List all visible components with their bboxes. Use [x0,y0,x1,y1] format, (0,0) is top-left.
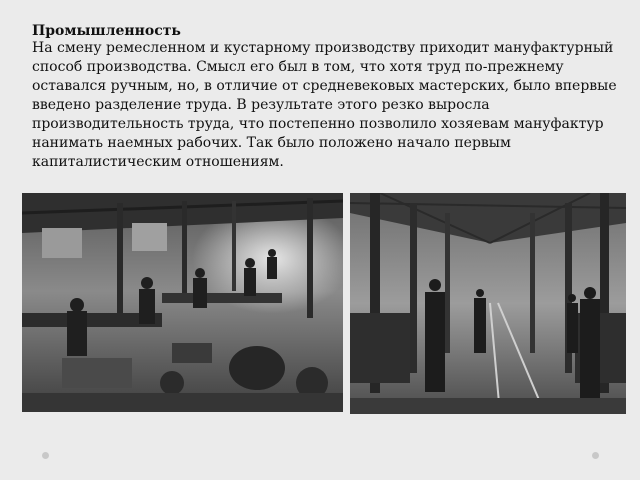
workshop-engraving-image [22,193,343,412]
slide-paragraph: На смену ремесленном и кустарному производству приходит мануфактурный способ производства. Смысл его был в том, что хотя труд по-прежнему оставался ручным, но, в отличие от средневековых мастерских, было впервые введено разделение труда. В результате этого резко выросла производительность труда, что постепенно позволило хозяевам мануфактур нанимать наемных рабочих. Так было положено начало первым капиталистическим отношениям. [32,40,617,170]
next-slide-dot[interactable] [592,452,599,459]
slide-title: Промышленность [32,23,181,39]
prev-slide-dot[interactable] [42,452,49,459]
factory-photograph-image [350,193,626,414]
